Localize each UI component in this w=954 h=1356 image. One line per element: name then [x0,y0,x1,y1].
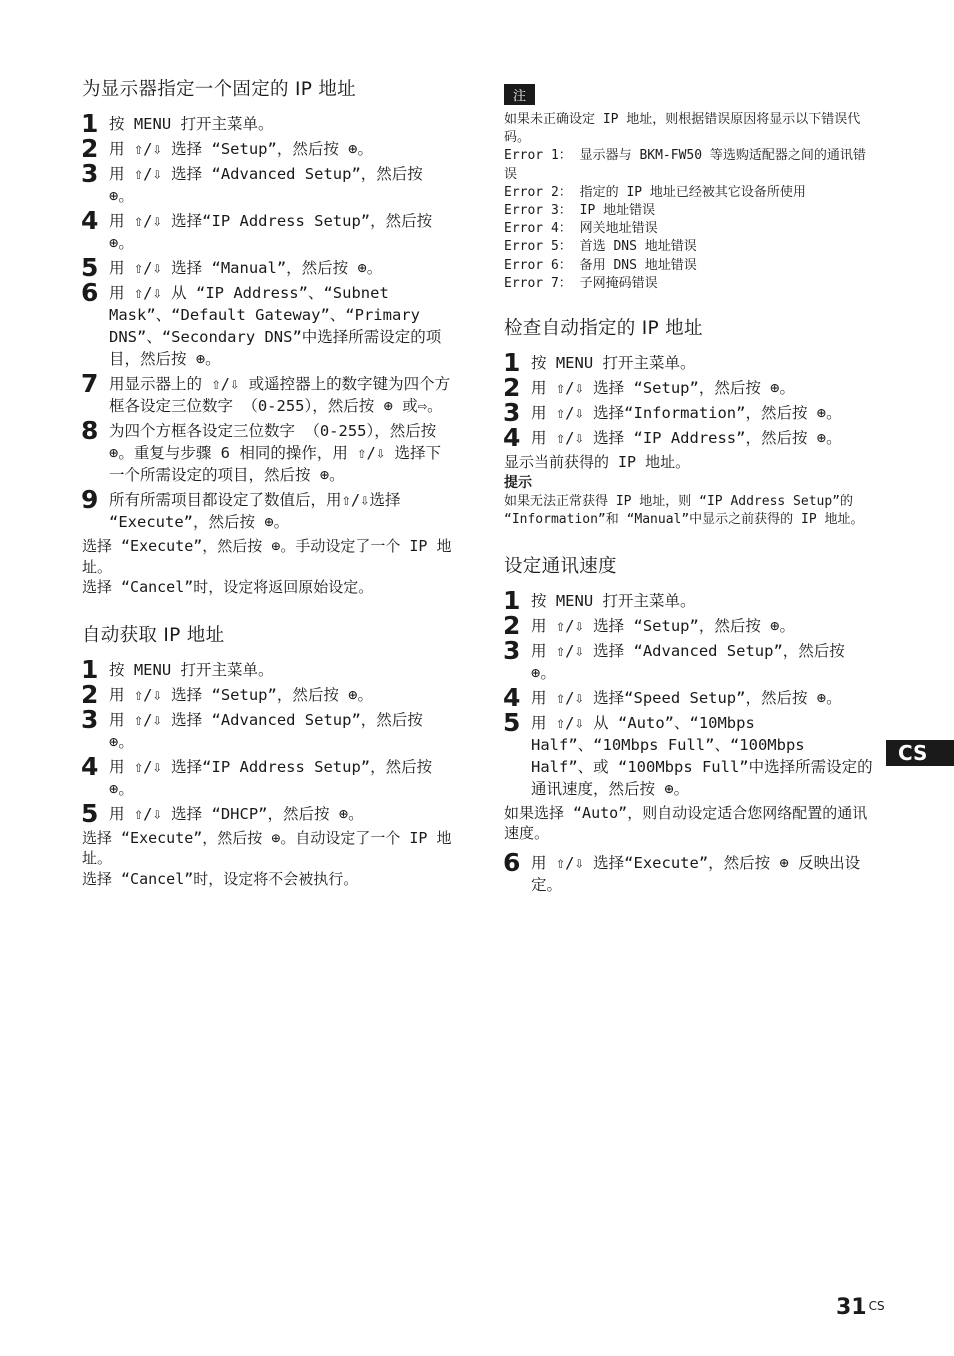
step-number: 2 [81,679,99,709]
step-text: 用 ⇧/⇩ 选择“Speed Setup”，然后按 ⊕。 [531,688,842,707]
step-text: 用 ⇧/⇩ 从 “IP Address”、“Subnet Mask”、“Default Gateway”、“Primary DNS”、“Secondary DNS”中选择所需设定的项目，然后按 ⊕。 [109,284,442,368]
section-auto-ip [82,622,452,890]
paragraph: 选择 “Cancel”时，设定将返回原始设定。 [82,578,374,596]
step-number: 3 [81,704,99,734]
step-number: 4 [503,682,521,712]
note-line: Error 2： 指定的 IP 地址已经被其它设备所使用 [504,184,806,200]
step-item [81,134,452,163]
step-number: 5 [503,707,521,737]
step-number: 3 [81,159,99,188]
step-number: 1 [503,348,521,378]
step-number: 2 [503,610,521,640]
step-item [81,159,452,207]
step-text: 为四个方框各设定三位数字 （0-255），然后按 ⊕。重复与步骤 6 相同的操作，用 ⇧/⇩ 选择下一个所需设定的项目，然后按 ⊕。 [109,422,441,484]
section-fixed-ip [82,76,452,598]
note-line: Error 7： 子网掩码错误 [504,275,658,291]
step-item [81,416,452,486]
step-number: 1 [503,585,521,615]
step-text: 用 ⇧/⇩ 选择 “Advanced Setup”，然后按 ⊕。 [109,165,423,205]
tip-text: 如果无法正常获得 IP 地址，则 “IP Address Setup”的 “Information”和 “Manual”中显示之前获得的 IP 地址。 [504,493,864,527]
note-line: Error 4： 网关地址错误 [504,221,658,237]
step-number: 6 [503,847,521,877]
step-item [81,109,452,138]
step-list [503,585,876,800]
paragraph: 显示当前获得的 IP 地址。 [504,453,691,472]
step-list [81,109,452,533]
tip-label: 提示 [504,474,532,491]
paragraph: 选择 “Execute”，然后按 ⊕。手动设定了一个 IP 地址。 [82,537,452,576]
section-check-ip [504,315,876,529]
step-item [81,278,452,370]
step-number: 8 [81,416,99,445]
step-text: 用 ⇧/⇩ 选择 “Advanced Setup”，然后按 ⊕。 [531,641,845,682]
step-text: 用 ⇧/⇩ 选择 “DHCP”，然后按 ⊕。 [109,804,364,823]
step-text: 用 ⇧/⇩ 选择 “Setup”，然后按 ⊕。 [531,616,795,635]
step-text: 按 MENU 打开主菜单。 [531,354,696,373]
step-text: 用 ⇧/⇩ 选择“IP Address Setup”，然后按 ⊕。 [109,212,433,252]
step-list [503,847,876,896]
step-text: 用 ⇧/⇩ 选择 “Manual”，然后按 ⊕。 [109,259,383,277]
step-item [81,369,452,417]
step-number: 5 [81,253,99,282]
step-item [81,253,452,282]
step-item [81,679,452,709]
step-item [503,398,876,428]
note-lines [504,111,876,293]
step-text: 按 MENU 打开主菜单。 [109,660,274,679]
step-item [503,682,876,712]
step-text: 用 ⇧/⇩ 选择“Execute”，然后按 ⊕ 反映出设定。 [531,853,861,894]
note-line: Error 5： 首选 DNS 地址错误 [504,239,697,255]
step-list [81,654,452,828]
step-number: 4 [81,206,99,235]
right-column [504,74,876,920]
section-title: 为显示器指定一个固定的 IP 地址 [82,79,356,100]
language-tab: CS [886,740,954,766]
paragraph: 如果选择 “Auto”，则自动设定适合您网络配置的通讯速度。 [504,803,868,843]
step-item [503,610,876,640]
step-text: 用 ⇧/⇩ 选择 “Setup”，然后按 ⊕。 [531,379,795,398]
step-text: 用显示器上的 ⇧/⇩ 或遥控器上的数字键为四个方框各设定三位数字 （0-255），然后按 ⊕ 或⇨。 [109,375,451,415]
step-number: 3 [503,635,521,665]
step-item [503,423,876,453]
step-text: 所有所需项目都设定了数值后，用⇧/⇩选择 “Execute”，然后按 ⊕。 [109,491,401,531]
step-item [81,206,452,254]
step-number: 4 [503,423,521,453]
step-list [503,348,876,453]
step-text: 按 MENU 打开主菜单。 [531,591,696,610]
step-item [503,847,876,896]
step-text: 用 ⇧/⇩ 选择 “IP Address”，然后按 ⊕。 [531,429,842,448]
step-item [503,373,876,403]
step-item [503,585,876,615]
step-number: 1 [81,109,99,138]
step-number: 4 [81,751,99,781]
step-text: 用 ⇧/⇩ 从 “Auto”、“10Mbps Half”、“10Mbps Full”、“100Mbps Half”、或 “100Mbps Full”中选择所需设定的通讯速度，然后按 ⊕。 [531,713,873,798]
step-number: 1 [81,654,99,684]
step-item [81,704,452,753]
step-item [81,751,452,800]
step-text: 按 MENU 打开主菜单。 [109,115,274,133]
step-text: 用 ⇧/⇩ 选择 “Setup”，然后按 ⊕。 [109,140,373,158]
step-number: 2 [503,373,521,403]
note-line: Error 6： 备用 DNS 地址错误 [504,257,697,273]
step-number: 2 [81,134,99,163]
page-number-value: 31 [836,1295,867,1320]
section-title: 检查自动指定的 IP 地址 [504,318,703,340]
page-number [836,1295,885,1320]
section-title: 自动获取 IP 地址 [82,624,225,646]
note-line: Error 3： IP 地址错误 [504,203,656,219]
section-speed [504,553,876,896]
step-number: 9 [81,485,99,514]
step-number: 6 [81,278,99,307]
section-title: 设定通讯速度 [504,555,617,577]
note-line: Error 1： 显示器与 BKM-FW50 等选购适配器之间的通讯错误 [504,148,866,182]
paragraph: 选择 “Cancel”时，设定将不会被执行。 [82,869,359,888]
note-line: 如果未正确设定 IP 地址，则根据错误原因将显示以下错误代码。 [504,112,861,146]
step-text: 用 ⇧/⇩ 选择 “Setup”，然后按 ⊕。 [109,685,373,704]
step-text: 用 ⇧/⇩ 选择 “Advanced Setup”，然后按 ⊕。 [109,710,423,751]
step-item [81,485,452,533]
step-number: 7 [81,369,99,398]
step-number: 3 [503,398,521,428]
step-item [503,707,876,800]
page-number-suffix: CS [868,1299,885,1313]
left-column [82,76,452,913]
paragraph: 选择 “Execute”，然后按 ⊕。自动设定了一个 IP 地址。 [82,828,452,867]
step-number: 5 [81,798,99,828]
step-text: 用 ⇧/⇩ 选择“Information”，然后按 ⊕。 [531,404,842,423]
step-item [503,348,876,378]
note-badge: 注 [504,84,535,105]
step-item [81,654,452,684]
step-item [503,635,876,684]
step-item [81,798,452,828]
note-block [504,74,876,293]
step-text: 用 ⇧/⇩ 选择“IP Address Setup”，然后按 ⊕。 [109,757,433,798]
